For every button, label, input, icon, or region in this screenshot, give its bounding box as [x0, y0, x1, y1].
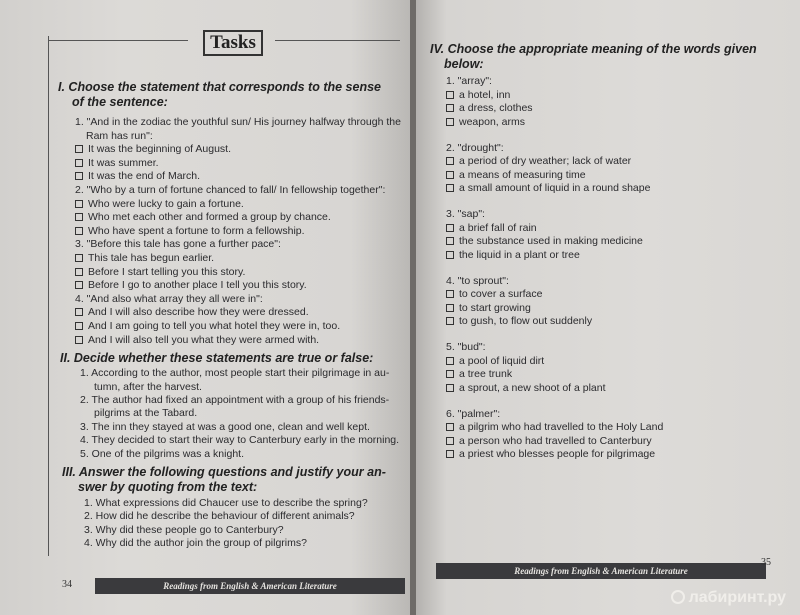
checkbox-icon[interactable] [446, 184, 454, 192]
statement-line [94, 381, 202, 394]
line-text: to gush, to flow out suddenly [459, 315, 593, 327]
line-text: to cover a surface [459, 288, 543, 300]
option-item [75, 266, 245, 279]
line-text: below: [444, 57, 484, 71]
option-item [446, 102, 533, 115]
checkbox-icon[interactable] [446, 251, 454, 259]
checkbox-icon[interactable] [446, 437, 454, 445]
option-item [446, 169, 586, 182]
option-item [75, 334, 319, 347]
option-item [75, 211, 331, 224]
checkbox-icon[interactable] [446, 450, 454, 458]
option-item [446, 382, 606, 395]
option-item [75, 198, 244, 211]
checkbox-icon[interactable] [75, 227, 83, 235]
checkbox-icon[interactable] [75, 213, 83, 221]
option-item [446, 368, 512, 381]
checkbox-icon[interactable] [75, 254, 83, 262]
line-text: a pool of liquid dirt [459, 354, 545, 367]
checkbox-icon[interactable] [446, 118, 454, 126]
line-text: 2. How did he describe the behaviour of different animals? [84, 510, 355, 523]
checkbox-icon[interactable] [446, 91, 454, 99]
section-heading [60, 351, 373, 366]
section-heading [62, 465, 386, 480]
checkbox-icon[interactable] [446, 370, 454, 378]
checkbox-icon[interactable] [75, 336, 83, 344]
option-item [446, 288, 542, 301]
option-item [446, 302, 531, 315]
checkbox-icon[interactable] [75, 145, 83, 153]
question-line [75, 116, 401, 129]
line-text: It was the end of March. [88, 170, 201, 183]
option-item [75, 306, 309, 319]
line-text: 2. "Who by a turn of fortune chanced to fall/ In fellowship together": [75, 184, 386, 196]
line-text: Who have spent a fortune to form a fellowship. [88, 224, 305, 237]
option-item [446, 355, 544, 368]
line-text: And I am going to tell you what hotel they were in, too. [88, 320, 341, 332]
line-text: a period of dry weather; lack of water [459, 155, 632, 167]
question-line [84, 497, 368, 510]
margin-rule [48, 36, 49, 556]
option-item [446, 89, 510, 102]
checkbox-icon[interactable] [446, 317, 454, 325]
line-text: a priest who blesses people for pilgrimage [459, 448, 656, 460]
line-text: a tree trunk [459, 368, 513, 380]
statement-line [80, 394, 389, 407]
line-text: And I will also tell you what they were armed with. [88, 333, 320, 346]
line-text: 6. "palmer": [446, 407, 501, 420]
checkbox-icon[interactable] [75, 172, 83, 180]
title-rule-right [275, 40, 400, 41]
line-text: IV. Choose the appropriate meaning of the words given [430, 42, 757, 56]
question-line [84, 537, 307, 550]
line-text: 3. "sap": [446, 208, 485, 220]
checkbox-icon[interactable] [75, 322, 83, 330]
line-text: 3. "Before this tale has gone a further pace": [75, 238, 281, 251]
option-item [75, 320, 340, 333]
line-text: 1. What expressions did Chaucer use to describe the spring? [84, 497, 368, 509]
checkbox-icon[interactable] [446, 237, 454, 245]
checkbox-icon[interactable] [446, 171, 454, 179]
option-item [446, 448, 655, 461]
line-text: II. Decide whether these statements are true or false: [60, 351, 374, 366]
line-text: 4. "to sprout": [446, 274, 509, 287]
line-text: It was the beginning of August. [88, 143, 232, 156]
line-text: 4. Why did the author join the group of pilgrims? [84, 537, 307, 550]
statement-line [80, 421, 370, 434]
question-line [86, 130, 153, 143]
statement-line [94, 407, 197, 420]
question-line [84, 510, 355, 523]
checkbox-icon[interactable] [446, 304, 454, 312]
question-line [75, 184, 385, 197]
line-text: 5. One of the pilgrims was a knight. [80, 447, 244, 460]
option-item [446, 116, 525, 129]
section-heading [72, 95, 168, 110]
line-text: 3. The inn they stayed at was a good one, clean and well kept. [80, 420, 370, 433]
line-text: 1. According to the author, most people start their pilgrimage in au- [80, 367, 390, 380]
statement-line [80, 448, 244, 461]
line-text: It was summer. [88, 156, 159, 169]
watermark [671, 589, 786, 607]
option-item [446, 182, 650, 195]
line-text: to start growing [459, 301, 531, 314]
line-text: the liquid in a plant or tree [459, 248, 580, 261]
word-prompt [446, 408, 500, 421]
checkbox-icon[interactable] [446, 423, 454, 431]
footer-left: Readings from English & American Literature [95, 578, 405, 594]
line-text: 3. Why did these people go to Canterbury? [84, 523, 284, 536]
line-text: the substance used in making medicine [459, 235, 643, 247]
line-text: 1. "And in the zodiac the youthful sun/ His journey halfway through the [75, 116, 401, 128]
checkbox-icon[interactable] [446, 224, 454, 232]
option-item [446, 222, 537, 235]
word-prompt [446, 341, 486, 354]
title-rule-left [48, 40, 188, 41]
section-heading [444, 57, 484, 72]
line-text: a sprout, a new shoot of a plant [459, 381, 606, 394]
statement-line [80, 367, 389, 380]
checkbox-icon[interactable] [446, 357, 454, 365]
line-text: Who met each other and formed a group by chance. [88, 211, 331, 224]
line-text: a pilgrim who had travelled to the Holy Land [459, 421, 664, 433]
checkbox-icon[interactable] [446, 290, 454, 298]
option-item [446, 155, 631, 168]
line-text: tumn, after the harvest. [94, 380, 202, 393]
question-line [75, 238, 281, 251]
footer-right: Readings from English & American Literature [436, 563, 766, 579]
line-text: I. Choose the statement that corresponds to the sense [58, 80, 381, 94]
line-text: 4. "And also what array they all were in": [75, 292, 263, 305]
question-line [84, 524, 284, 537]
page-number-left: 34 [62, 579, 72, 590]
option-item [446, 249, 580, 262]
line-text: 5. "bud": [446, 341, 486, 353]
checkbox-icon[interactable] [446, 157, 454, 165]
checkbox-icon[interactable] [75, 268, 83, 276]
option-item [446, 315, 592, 328]
line-text: a brief fall of rain [459, 221, 537, 234]
line-text: pilgrims at the Tabard. [94, 407, 198, 420]
checkbox-icon[interactable] [75, 281, 83, 289]
word-prompt [446, 75, 492, 88]
option-item [75, 225, 305, 238]
checkbox-icon[interactable] [446, 104, 454, 112]
option-item [75, 143, 231, 156]
line-text: of the sentence: [72, 95, 168, 109]
line-text: a hotel, inn [459, 88, 511, 101]
labirint-logo-icon [671, 590, 685, 604]
line-text: 2. The author had fixed an appointment with a group of his friends- [80, 394, 390, 406]
line-text: 4. They decided to start their way to Canterbury early in the morning. [80, 434, 400, 447]
option-item [446, 435, 652, 448]
page-title: Tasks [203, 30, 263, 56]
option-item [75, 170, 200, 183]
line-text: III. Answer the following questions and justify your an- [62, 465, 386, 479]
line-text: 1. "array": [446, 75, 492, 87]
option-item [75, 252, 214, 265]
option-item [75, 279, 307, 292]
word-prompt [446, 275, 509, 288]
word-prompt [446, 142, 504, 155]
word-prompt [446, 208, 485, 221]
page-number-right: 35 [761, 557, 771, 568]
line-text: This tale has begun earlier. [88, 252, 215, 264]
checkbox-icon[interactable] [75, 200, 83, 208]
line-text: Who were lucky to gain a fortune. [88, 197, 244, 210]
line-text: weapon, arms [459, 115, 525, 128]
section-heading [430, 42, 757, 57]
option-item [446, 235, 643, 248]
checkbox-icon[interactable] [446, 384, 454, 392]
line-text: a small amount of liquid in a round shape [459, 182, 651, 194]
statement-line [80, 434, 399, 447]
line-text: a means of measuring time [459, 168, 586, 181]
question-line [75, 293, 263, 306]
checkbox-icon[interactable] [75, 159, 83, 167]
right-page [416, 0, 800, 615]
watermark-text: лабиринт.ру [688, 589, 786, 606]
line-text: And I will also describe how they were dressed. [88, 306, 309, 319]
option-item [446, 421, 663, 434]
option-item [75, 157, 159, 170]
line-text: swer by quoting from the text: [78, 480, 258, 494]
section-heading [78, 480, 257, 495]
section-heading [58, 80, 381, 95]
line-text: a person who had travelled to Canterbury [459, 434, 652, 447]
line-text: Before I start telling you this story. [88, 265, 246, 278]
line-text: Before I go to another place I tell you this story. [88, 279, 307, 292]
line-text: 2. "drought": [446, 141, 504, 154]
line-text: a dress, clothes [459, 102, 533, 114]
checkbox-icon[interactable] [75, 308, 83, 316]
line-text: Ram has run": [86, 129, 153, 142]
